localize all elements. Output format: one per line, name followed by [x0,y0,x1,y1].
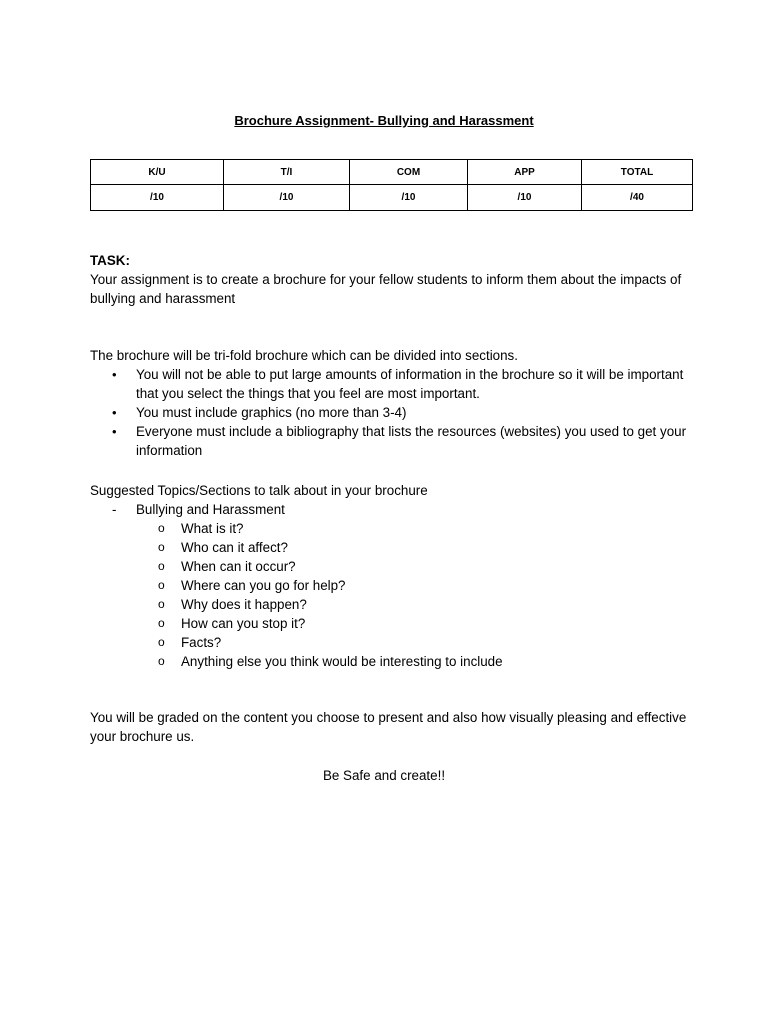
list-item-text: Everyone must include a bibliography that lists the resources (websites) you used to get your information [136,424,687,458]
marks-value-cell: /10 [224,185,350,211]
circle-bullet-icon: o [158,578,165,592]
sub-topic-text: Where can you go for help? [181,578,346,593]
topics-list [90,500,690,671]
dash-icon: - [112,502,117,517]
list-item [90,595,690,614]
list-item [90,519,690,538]
page-title: Brochure Assignment- Bullying and Harassment [234,113,534,128]
list-item [90,633,690,652]
circle-bullet-icon: o [158,635,165,649]
list-item [90,500,690,519]
sub-topic-text: Anything else you think would be interesting to include [181,654,503,669]
bullet-icon: • [112,424,117,439]
bullet-icon: • [112,367,117,382]
sub-topic-text: Why does it happen? [181,597,307,612]
sub-topic-text: When can it occur? [181,559,296,574]
grading-paragraph: You will be graded on the content you choose to present and also how visually pleasing and effective your brochure us. [90,710,687,744]
closing-line: Be Safe and create!! [322,768,446,783]
list-item-text: You will not be able to put large amounts of information in the brochure so it will be important that you select the things that you feel are most important. [136,367,684,401]
list-item [90,403,690,422]
sub-topic-text: Facts? [181,635,222,650]
circle-bullet-icon: o [158,654,165,668]
list-item [90,652,690,671]
bullet-icon: • [112,405,117,420]
circle-bullet-icon: o [158,597,165,611]
marks-header-row [91,160,693,185]
marks-header-cell: COM [350,160,468,185]
circle-bullet-icon: o [158,616,165,630]
sub-topic-text: Who can it affect? [181,540,288,555]
circle-bullet-icon: o [158,540,165,554]
marks-header-cell: APP [468,160,582,185]
sub-topic-text: What is it? [181,521,244,536]
marks-header-cell: T/I [224,160,350,185]
list-item [90,422,690,460]
main-topic-text: Bullying and Harassment [136,502,285,517]
circle-bullet-icon: o [158,521,165,535]
marks-value-row [91,185,693,211]
list-item [90,538,690,557]
list-item [90,557,690,576]
marks-value-cell: /10 [468,185,582,211]
marks-table [90,159,693,211]
circle-bullet-icon: o [158,559,165,573]
task-section [90,251,690,308]
sub-topic-text: How can you stop it? [181,616,306,631]
marks-value-cell: /10 [91,185,224,211]
list-item [90,614,690,633]
brochure-intro: The brochure will be tri-fold brochure which can be divided into sections. [90,348,518,363]
list-item [90,576,690,595]
task-text: Your assignment is to create a brochure for your fellow students to inform them about the impacts of bullying and harassment [90,272,682,306]
brochure-bullet-list [90,365,690,460]
topics-intro: Suggested Topics/Sections to talk about in your brochure [90,483,428,498]
marks-header-cell: TOTAL [582,160,693,185]
list-item-text: You must include graphics (no more than 3-4) [136,405,407,420]
marks-header-cell: K/U [91,160,224,185]
marks-value-cell: /10 [350,185,468,211]
task-label: TASK: [90,253,130,268]
marks-value-cell: /40 [582,185,693,211]
list-item [90,365,690,403]
